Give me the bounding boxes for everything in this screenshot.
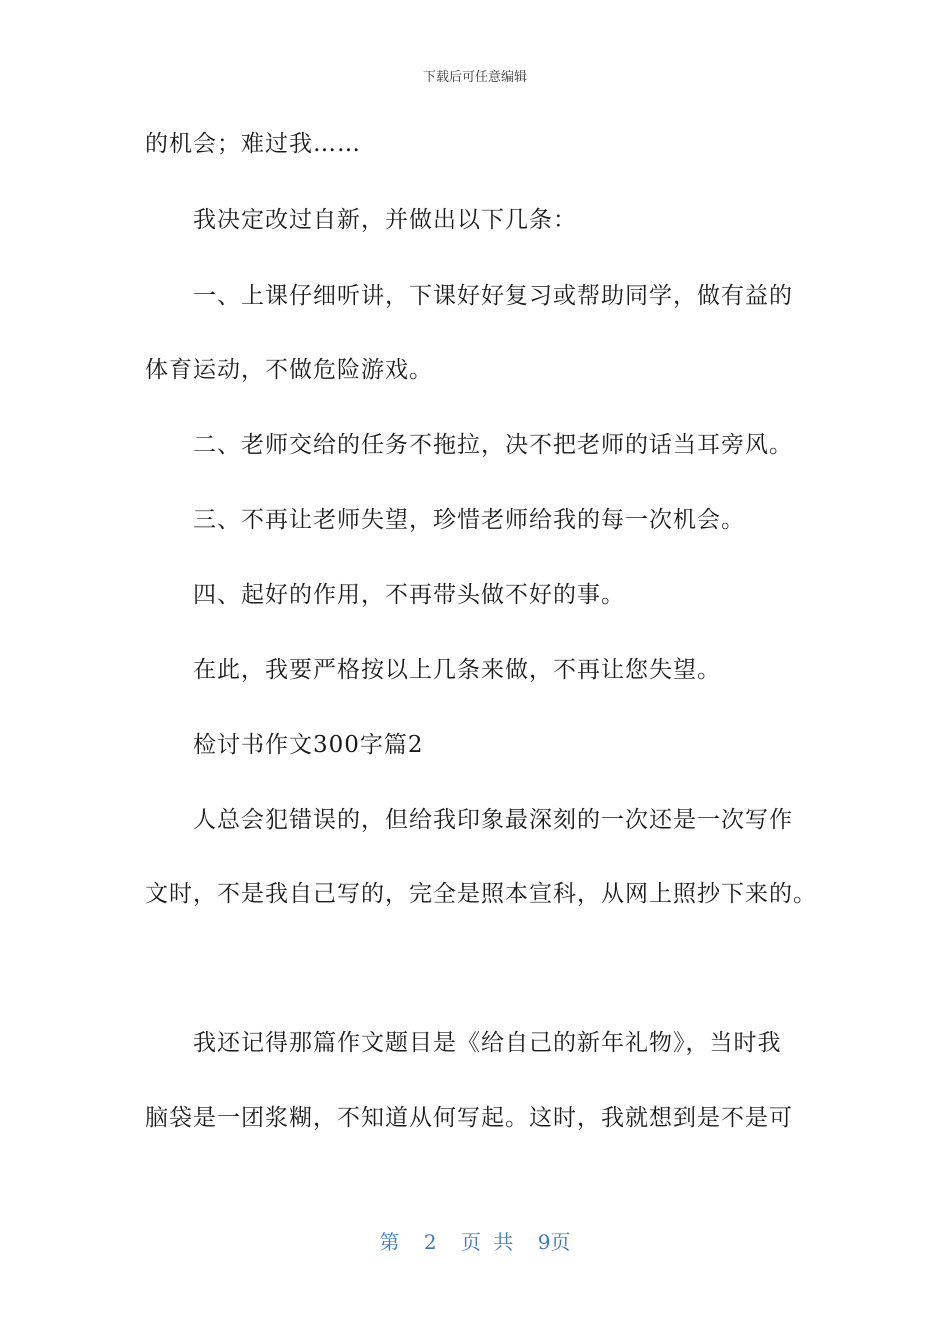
page-number-footer (0, 1226, 950, 1255)
body-line: 三、不再让老师失望，珍惜老师给我的每一次机会。 (193, 507, 745, 533)
body-line: 我还记得那篇作文题目是《给自己的新年礼物》，当时我 (193, 1030, 782, 1056)
body-line: 二、老师交给的任务不拖拉，决不把老师的话当耳旁风。 (193, 432, 793, 458)
body-line: 一、上课仔细听讲，下课好好复习或帮助同学，做有益的 (193, 283, 793, 309)
body-line: 四、起好的作用，不再带头做不好的事。 (193, 582, 625, 608)
body-line: 文时，不是我自己写的，完全是照本宣科，从网上照抄下来的。 (145, 881, 817, 907)
footer-mid: 页 共 (461, 1230, 514, 1254)
body-line: 体育运动，不做危险游戏。 (145, 357, 433, 383)
footer-total-pages: 9页 (537, 1230, 571, 1254)
body-line: 人总会犯错误的，但给我印象最深刻的一次还是一次写作 (193, 807, 793, 833)
body-line: 脑袋是一团浆糊，不知道从何写起。这时，我就想到是不是可 (145, 1105, 793, 1131)
footer-current-page: 2 (423, 1230, 437, 1254)
section-heading: 检讨书作文300字篇2 (193, 732, 424, 758)
body-line: 我决定改过自新，并做出以下几条： (193, 207, 577, 233)
body-line: 在此，我要严格按以上几条来做，不再让您失望。 (193, 657, 721, 683)
page-header-note: 下载后可任意编辑 (422, 70, 527, 85)
body-line: 的机会；难过我…… (145, 131, 361, 157)
footer-prefix: 第 (379, 1230, 400, 1254)
